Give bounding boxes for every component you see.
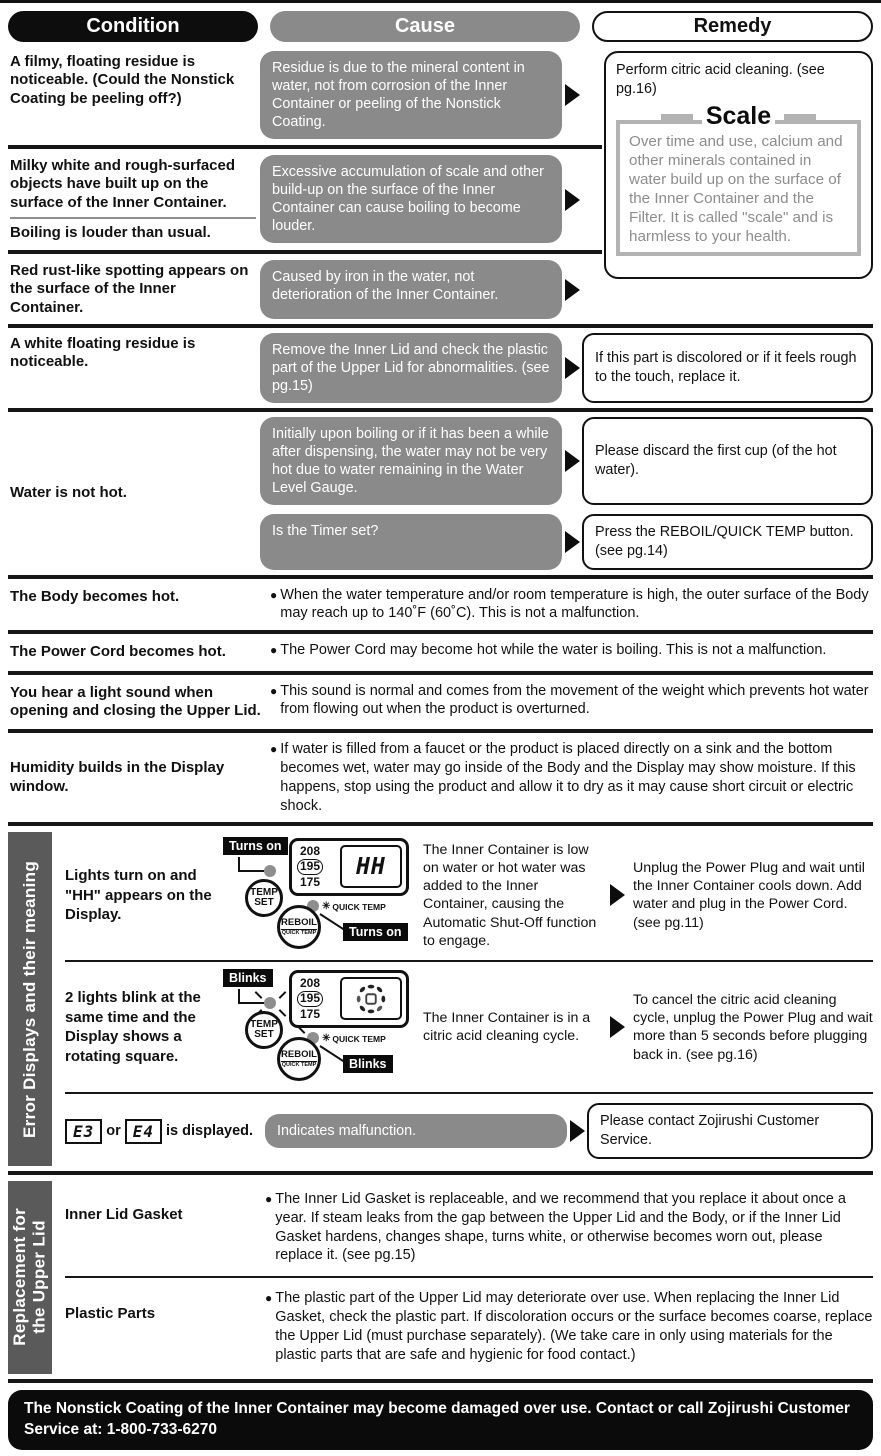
temp-set-label: TEMP	[250, 1018, 278, 1030]
arrow-right-icon	[565, 357, 580, 379]
section-divider	[8, 575, 873, 579]
row-divider	[8, 145, 602, 149]
row-divider	[8, 250, 602, 254]
cause-bubble: Excessive accumulation of scale and other build-up on the surface of the Inner Container can cause boiling to become louder.	[260, 155, 562, 243]
or-text: or	[106, 1123, 121, 1140]
scale-section-left	[8, 51, 602, 319]
e4-code-box	[125, 1119, 162, 1144]
replacement-label-line: the Upper Lid	[30, 1220, 49, 1335]
arrow-right-icon	[610, 1016, 625, 1038]
table-row	[8, 51, 602, 139]
bullet-icon: ●	[270, 587, 278, 602]
blink-ray-icon	[279, 992, 287, 1000]
row-divider	[65, 1276, 873, 1278]
note-text-wrap	[270, 682, 873, 723]
bullet-icon: ●	[270, 643, 278, 658]
column-headers	[8, 11, 873, 42]
cause-bubble: Caused by iron in the water, not deterioration of the Inner Container.	[260, 260, 562, 319]
temp-set-label: SET	[254, 897, 274, 909]
display-diagram-hh	[223, 837, 415, 953]
condition-text: The Body becomes hot.	[10, 587, 180, 605]
quick-temp-indicator	[322, 1033, 386, 1044]
table-row	[8, 641, 873, 663]
error-section-label: Error Displays and their meaning	[20, 860, 40, 1138]
temp-set-light-blinking	[264, 997, 276, 1009]
table-row	[8, 740, 873, 815]
e4-code: E4	[132, 1121, 155, 1141]
arrow-right-icon	[610, 884, 625, 906]
error-row-hh	[65, 832, 873, 958]
cause-bubble: Is the Timer set?	[260, 514, 562, 569]
replacement-label-bar	[8, 1181, 52, 1374]
arrow-right-icon	[565, 450, 580, 472]
replacement-content	[65, 1181, 873, 1374]
temp-195-selected: 195	[297, 991, 323, 1006]
note-text: If water is filled from a faucet or the product is placed directly on a sink and the bottom becomes wet, water may go inside of the Body and the Display may show moisture. If this happens, stop using the product and allow it to dry as it may cause short circuit or electric shock.	[280, 741, 856, 814]
section-divider	[8, 1171, 873, 1175]
condition-text: The Power Cord becomes hot.	[10, 643, 226, 661]
table-row	[65, 1181, 873, 1274]
note-text-wrap	[270, 740, 873, 815]
reboil-button	[277, 905, 321, 949]
arrow-right-icon	[565, 531, 580, 553]
bullet-icon: ●	[265, 1291, 273, 1306]
scale-title-bar	[661, 114, 693, 120]
cause-text: The Inner Container is low on water or hot water was added to the Inner Container, causing the Automatic Shut-Off function to engage.	[423, 841, 597, 949]
quick-temp-label: QUICK TEMP	[332, 1033, 386, 1044]
display-panel	[289, 970, 409, 1028]
table-row	[8, 417, 873, 569]
section-divider	[8, 1379, 873, 1383]
remedy-box: Please discard the first cup (of the hot water).	[582, 417, 873, 505]
blink-ray-icon	[255, 992, 263, 1000]
row-divider	[8, 324, 873, 328]
condition-text: Boiling is louder than usual.	[10, 223, 211, 241]
condition-text: You hear a light sound when opening and closing the Upper Lid.	[10, 683, 261, 719]
turns-on-label: Turns on	[223, 837, 288, 855]
blink-ray-icon	[279, 1010, 287, 1018]
remedy-box: Please contact Zojirushi Customer Service.	[587, 1103, 873, 1158]
temp-set-light	[264, 865, 276, 877]
condition-header: Condition	[8, 11, 258, 42]
remedy-text: Perform citric acid cleaning. (see pg.16)	[616, 62, 825, 97]
row-divider	[8, 630, 873, 634]
display-diagram-blink	[223, 969, 415, 1085]
temp-195-selected: 195	[297, 859, 323, 874]
lcd-screen	[340, 977, 402, 1020]
footer-notice: The Nonstick Coating of the Inner Container may become damaged over use. Contact or call Zojirushi Customer Service at: 1-800-733-6270	[8, 1390, 873, 1450]
scale-body-text: Over time and use, calcium and other minerals contained in water build up on the surface of the Inner Container and the Filter. It is called "scale" and is harmless to your health.	[629, 133, 843, 246]
condition-cell	[65, 1119, 265, 1144]
cause-bubble: Initially upon boiling or if it has been a while after dispensing, the water may not be very hot due to water remaining in the Water Level Gauge.	[260, 417, 562, 505]
error-row-e3-e4	[65, 1096, 873, 1165]
temp-set-label: SET	[254, 1029, 274, 1041]
condition-text: Water is not hot.	[10, 484, 127, 502]
row-divider	[8, 671, 873, 675]
cause-header: Cause	[270, 11, 580, 42]
scale-title-bar	[784, 114, 816, 120]
quick-temp-sub-label: QUICK TEMP	[281, 1061, 317, 1068]
temp-175: 175	[300, 874, 321, 889]
section-divider	[8, 822, 873, 826]
lcd-screen	[340, 845, 402, 888]
condition-text: A filmy, floating residue is noticeable. (Could the Nonstick Coating be peeling off?)	[10, 53, 235, 107]
temp-175: 175	[300, 1006, 321, 1021]
condition-text: A white floating residue is noticeable.	[10, 335, 196, 371]
cause-bubble: Residue is due to the mineral content in water, not from corrosion of the Inner Container or peeling of the Nonstick Coating.	[260, 51, 562, 139]
error-displays-section	[8, 832, 873, 1165]
table-row	[8, 333, 873, 403]
bullet-icon: ●	[270, 683, 278, 698]
top-border	[0, 0, 881, 3]
error-section-content	[65, 832, 873, 1165]
note-text-wrap	[270, 641, 873, 663]
arrow-right-icon	[565, 189, 580, 211]
burst-icon: ✳	[322, 1033, 331, 1045]
cause-remedy-pair	[260, 514, 873, 569]
temp-set-button	[245, 1011, 283, 1049]
condition-divider	[10, 217, 256, 219]
bullet-icon: ●	[270, 742, 278, 757]
error-row-blink	[65, 964, 873, 1090]
row-divider	[8, 408, 873, 412]
temperature-options	[297, 844, 323, 889]
arrow-right-icon	[570, 1120, 585, 1142]
replacement-label	[10, 1208, 49, 1346]
is-displayed-text: is displayed.	[166, 1123, 254, 1140]
display-panel	[289, 838, 409, 896]
note-text: The plastic part of the Upper Lid may deteriorate over use. When replacing the Inner Lid Gasket, check the plastic part. If discoloration occurs or the surface becomes coarse, replace the Upper Lid (must purchase separately). (We take care in only using materials for the plastic parts that are safe and hygienic for food contact.)	[275, 1290, 873, 1363]
remedy-box: Press the REBOIL/QUICK TEMP button. (see pg.14)	[582, 514, 873, 569]
temp-208: 208	[300, 844, 321, 859]
condition-text: 2 lights blink at the same time and the Display shows a rotating square.	[65, 989, 201, 1065]
note-text-wrap	[270, 586, 873, 624]
quick-temp-label: QUICK TEMP	[332, 901, 386, 912]
condition-text: Milky white and rough-surfaced objects have built up on the surface of the Inner Container.	[10, 157, 236, 211]
rotating-square-icon	[352, 982, 390, 1016]
quick-temp-indicator	[322, 901, 386, 912]
scale-title-row	[620, 103, 857, 131]
scale-info-box	[616, 102, 861, 256]
condition-text: Lights turn on and "HH" appears on the Display.	[65, 867, 212, 924]
bullet-icon: ●	[265, 1191, 273, 1206]
remedy-box: If this part is discolored or if it feels rough to the touch, replace it.	[582, 333, 873, 403]
connector-line	[319, 914, 345, 932]
connector-line	[238, 1002, 264, 1004]
cause-text: The Inner Container is in a citric acid cleaning cycle.	[423, 1010, 591, 1045]
hh-error-code: HH	[356, 853, 386, 880]
note-text: The Power Cord may become hot while the water is boiling. This is not a malfunction.	[280, 642, 827, 659]
table-row	[8, 155, 602, 244]
scale-title: Scale	[702, 103, 775, 131]
table-row	[8, 586, 873, 624]
blinks-label: Blinks	[223, 969, 273, 987]
condition-cell	[8, 155, 260, 244]
replacement-section	[8, 1181, 873, 1374]
e3-code: E3	[73, 1121, 95, 1141]
turns-on-label: Turns on	[343, 923, 408, 941]
condition-text: Humidity builds in the Display window.	[10, 759, 225, 795]
table-row	[8, 682, 873, 723]
note-text: When the water temperature and/or room temperature is high, the outer surface of the Body may reach up to 140˚F (60˚C). This is not a malfunction.	[280, 586, 869, 622]
note-text: This sound is normal and comes from the movement of the weight which prevents hot water from flowing out when the product is overturned.	[280, 682, 869, 718]
cause-bubble: Indicates malfunction.	[265, 1114, 567, 1148]
arrow-right-icon	[565, 279, 580, 301]
temp-set-label: TEMP	[250, 886, 278, 898]
note-text-wrap	[265, 1289, 873, 1364]
note-text: The Inner Lid Gasket is replaceable, and we recommend that you replace it about once a year. If steam leaks from the gap between the Upper Lid and the Body, or if the Inner Lid Gasket hardens, changes shape, turns white, or otherwise becomes worn out, please replace it. (see pg.15)	[275, 1190, 846, 1264]
reboil-label: REBOIL	[281, 916, 317, 928]
remedy-text: To cancel the citric acid cleaning cycle, unplug the Power Plug and wait more than 5 seconds before plugging back in. (see pg.16)	[633, 992, 873, 1063]
remedy-box	[604, 51, 873, 279]
temperature-options	[297, 976, 323, 1021]
quick-temp-sub-label: QUICK TEMP	[281, 929, 317, 936]
connector-line	[238, 870, 264, 872]
blinks-label: Blinks	[343, 1055, 393, 1073]
connector-line	[319, 1046, 345, 1064]
temp-208: 208	[300, 976, 321, 991]
part-title: Inner Lid Gasket	[65, 1205, 183, 1223]
error-section-label-bar	[8, 832, 52, 1165]
condition-text: Red rust-like spotting appears on the surface of the Inner Container.	[10, 262, 249, 316]
reboil-label: REBOIL	[281, 1048, 317, 1060]
cause-remedy-stack	[260, 417, 873, 569]
e3-code-box	[65, 1119, 102, 1144]
burst-icon: ✳	[322, 901, 331, 913]
arrow-right-icon	[565, 84, 580, 106]
note-text-wrap	[265, 1190, 873, 1265]
replacement-label-line: Replacement for	[10, 1208, 30, 1347]
remedy-text: Unplug the Power Plug and wait until the Inner Container cools down. Add water and plug in the Power Cord. (see pg.11)	[633, 860, 865, 931]
cause-bubble: Remove the Inner Lid and check the plastic part of the Upper Lid for abnormalities. (see pg.15)	[260, 333, 562, 403]
remedy-header: Remedy	[592, 11, 873, 42]
cause-remedy-pair	[260, 417, 873, 505]
table-row	[65, 1280, 873, 1373]
row-divider	[8, 729, 873, 733]
part-title: Plastic Parts	[65, 1305, 156, 1323]
reboil-button	[277, 1037, 321, 1081]
table-row	[8, 260, 602, 319]
scale-section	[8, 51, 873, 319]
row-divider	[65, 1092, 873, 1094]
row-divider	[65, 960, 873, 962]
remedy-column	[604, 51, 873, 319]
temp-set-button	[245, 879, 283, 917]
